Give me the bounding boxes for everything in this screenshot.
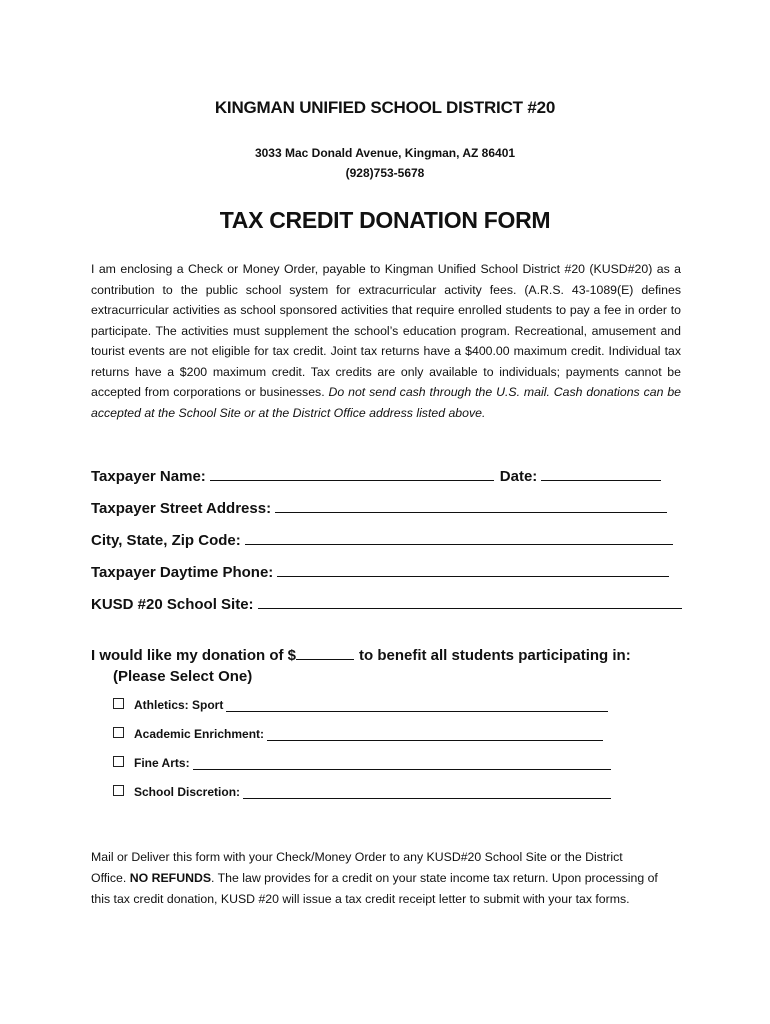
date-field[interactable] xyxy=(541,465,661,481)
athletics-sport-field[interactable] xyxy=(226,699,608,712)
option-fine-arts xyxy=(113,756,611,770)
no-refunds-notice: NO REFUNDS xyxy=(129,871,212,885)
fine-arts-checkbox[interactable] xyxy=(113,756,124,767)
street-address-label: Taxpayer Street Address: xyxy=(91,500,272,517)
donation-amount-row xyxy=(91,644,631,664)
intro-cash-notice: Do not send cash through the U.S. mail. Cash donations can be accepted at the School Site or at the District Office address listed above. xyxy=(91,385,681,420)
intro-text: I am enclosing a Check or Money Order, payable to Kingman Unified School District #20 (KUSD#20) as a contribution to the public school system for extracurricular activity fees. (A.R.S. 43-1089(E) defines extracurricular activities as school sponsored activities that require enrolled students to pay a fee in order to participate. The activities must supplement the school’s education program. Recreational, amusement and tourist events are not eligible for tax credit. Joint tax returns have a $400.00 maximum credit. Individual tax returns have a $200 maximum credit. Tax credits are only available to individuals; payments cannot be accepted from corporations or businesses. xyxy=(91,262,681,399)
tax-receipt-text: . The law provides for a credit on your state income tax return. Upon processing of this tax credit donation, KUSD #20 will issue a tax credit receipt letter to submit with your tax forms. xyxy=(91,871,658,906)
option-athletics xyxy=(113,698,608,712)
taxpayer-name-label: Taxpayer Name: xyxy=(91,468,206,485)
fine-arts-label: Fine Arts: xyxy=(134,756,190,770)
street-address-row xyxy=(91,497,667,517)
mailing-instructions xyxy=(91,847,661,910)
taxpayer-name-field[interactable] xyxy=(210,465,494,481)
fine-arts-field[interactable] xyxy=(193,757,611,770)
taxpayer-name-row xyxy=(91,465,661,485)
city-state-zip-row xyxy=(91,529,673,549)
select-one-instruction: (Please Select One) xyxy=(113,668,253,685)
school-site-row xyxy=(91,593,682,613)
school-discretion-label: School Discretion: xyxy=(134,785,241,799)
donation-prefix: I would like my donation of $ xyxy=(91,647,297,664)
district-phone: (928)753-5678 xyxy=(345,166,425,180)
intro-paragraph xyxy=(91,259,681,423)
city-state-zip-field[interactable] xyxy=(245,529,673,545)
school-discretion-checkbox[interactable] xyxy=(113,785,124,796)
daytime-phone-row xyxy=(91,561,669,581)
district-name: KINGMAN UNIFIED SCHOOL DISTRICT #20 xyxy=(214,98,556,117)
academic-enrichment-label: Academic Enrichment: xyxy=(134,727,265,741)
donation-suffix: to benefit all students participating in: xyxy=(359,647,631,664)
option-academic-enrichment xyxy=(113,727,603,741)
school-site-label: KUSD #20 School Site: xyxy=(91,596,254,613)
date-label: Date: xyxy=(499,468,538,485)
school-site-field[interactable] xyxy=(258,593,682,609)
district-address: 3033 Mac Donald Avenue, Kingman, AZ 86401 xyxy=(254,146,516,160)
street-address-field[interactable] xyxy=(275,497,667,513)
option-school-discretion xyxy=(113,785,611,799)
academic-enrichment-checkbox[interactable] xyxy=(113,727,124,738)
city-state-zip-label: City, State, Zip Code: xyxy=(91,532,241,549)
form-title: TAX CREDIT DONATION FORM xyxy=(219,207,551,233)
mailing-text: Mail or Deliver this form with your Check/Money Order to any KUSD#20 School Site or the District Office. xyxy=(91,850,623,885)
academic-enrichment-field[interactable] xyxy=(267,728,603,741)
donation-amount-field[interactable] xyxy=(296,644,354,660)
daytime-phone-label: Taxpayer Daytime Phone: xyxy=(91,564,274,581)
athletics-checkbox[interactable] xyxy=(113,698,124,709)
school-discretion-field[interactable] xyxy=(243,786,611,799)
daytime-phone-field[interactable] xyxy=(277,561,669,577)
athletics-label: Athletics: Sport xyxy=(134,698,224,712)
